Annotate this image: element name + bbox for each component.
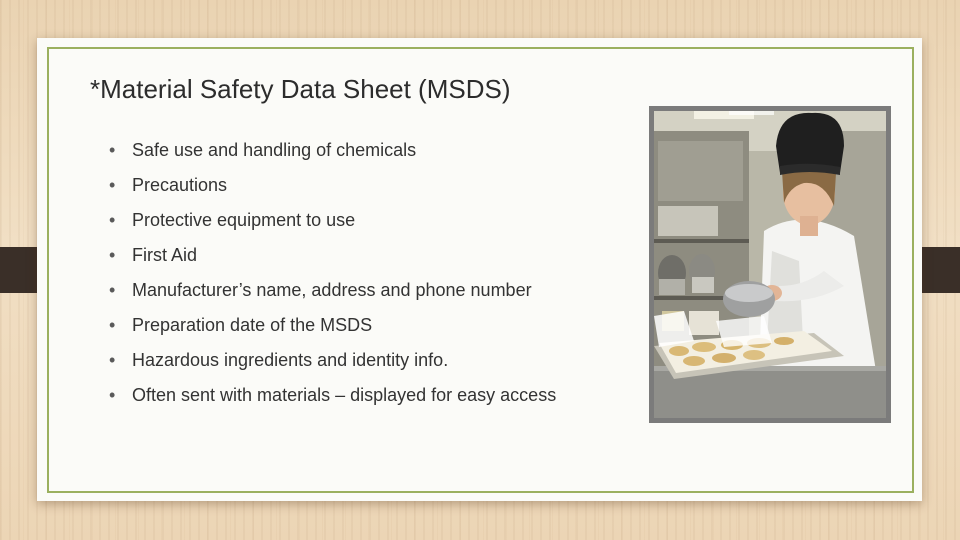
chef-kitchen-photo (649, 106, 891, 423)
bullet-icon: • (109, 210, 116, 230)
bullet-text: Often sent with materials – displayed for easy access (132, 385, 557, 405)
bullet-text: Manufacturer’s name, address and phone number (132, 280, 532, 300)
list-item (103, 278, 603, 302)
list-item (103, 313, 603, 337)
bullet-text: Protective equipment to use (132, 210, 356, 230)
bullet-icon: • (109, 245, 116, 265)
photo-illustration (654, 111, 886, 418)
bullet-text: Safe use and handling of chemicals (132, 140, 417, 160)
list-item (103, 208, 603, 232)
bullet-text: Precautions (132, 175, 228, 195)
bullet-icon: • (109, 140, 116, 160)
bullet-icon: • (109, 315, 116, 335)
bullet-list (103, 138, 603, 418)
bullet-text: First Aid (132, 245, 198, 265)
list-item (103, 383, 603, 407)
bullet-text: Hazardous ingredients and identity info. (132, 350, 449, 370)
list-item (103, 243, 603, 267)
bullet-icon: • (109, 280, 116, 300)
slide-card (37, 38, 922, 501)
list-item (103, 173, 603, 197)
bullet-icon: • (109, 385, 116, 405)
slide-title: *Material Safety Data Sheet (MSDS) (90, 74, 511, 104)
bullet-icon: • (109, 175, 116, 195)
bullet-text: Preparation date of the MSDS (132, 315, 373, 335)
bullet-icon: • (109, 350, 116, 370)
list-item (103, 348, 603, 372)
list-item (103, 138, 603, 162)
